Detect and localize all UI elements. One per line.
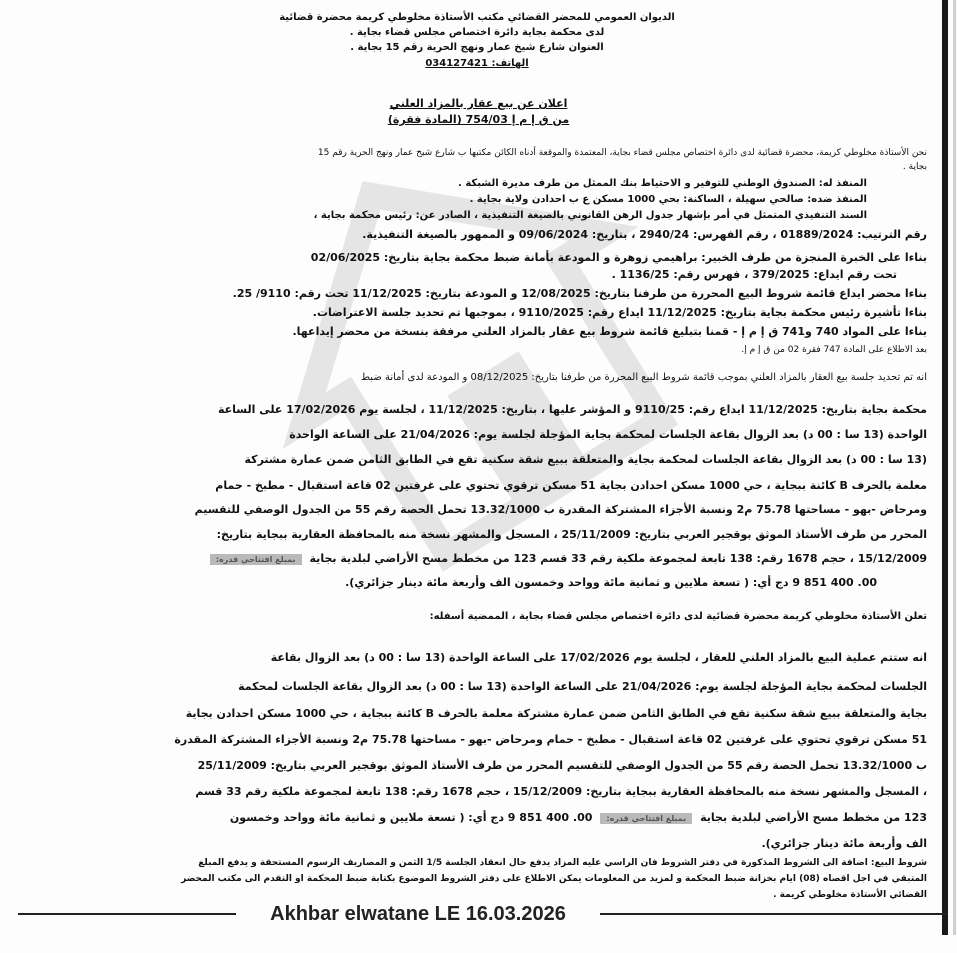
- office-phone: الهاتف: 034127421: [425, 58, 529, 69]
- footer-rule-left: [18, 913, 236, 915]
- body1-line-8-text: 15/12/2009 ، حجم 1678 رقم: 138 تابعة لمجموعة ملكية رقم 33 قسم 123 من مخطط مسح الأراضي لبلدية بجاية: [309, 552, 927, 565]
- conditions-line-3: القضائي الأستاذة مخلوطي كريمة .: [773, 890, 927, 900]
- body1-line-5: معلمة بالحرف B كائنة ببجاية ، حي 1000 مسكن احدادن بجاية 51 مسكن ترقوي تحتوي على غرفتين 02 قاعة استقبال - مطبخ - حمام: [215, 479, 927, 492]
- body2-line-8: الف وأربعة مائة دينار جزائري).: [761, 837, 927, 850]
- consult-line: بعد الاطلاع على المادة 747 فقرة 02 من ق إ م إ.: [741, 345, 927, 355]
- body1-line-8: [206, 552, 927, 566]
- enforcement-title: السند التنفيذي المتمثل في أمر بإشهار جدول الرهن القانوني بالصيغة التنفيذية ، الصادر عن: رئيس محكمة بجاية ،: [313, 210, 867, 221]
- office-court: لدى محكمة بجاية دائرة اختصاص مجلس قضاء بجاية .: [349, 27, 605, 38]
- deposit-number-line: تحت رقم ايداع: 379/2025 ، فهرس رقم: 1136/25 .: [611, 268, 897, 281]
- body1-line-7: المحرر من طرف الأستاذ الموثق بوقجير العربي بتاريخ: 25/11/2009 ، المسجل والمشهر نسخة منه بالمحافظة العقارية ببجاية بتاريخ:: [216, 528, 927, 541]
- intro-line-1: نحن الأستاذة مخلوطي كريمة، محضرة قضائية لدى دائرة اختصاص مجلس قضاء بجاية، المعتمدة والموقعة أدناه الكائن مكتبها ب شارع شيخ عمار ونهج الحرية رقم 15: [317, 148, 927, 158]
- body1-line-4: (13 سا : 00 د) بعد الزوال بقاعة الجلسات لمحكمة بجاية والمتعلقة ببيع شقة سكنية تقع في الطابق الثامن ضمن عمارة مشتركة: [244, 453, 927, 466]
- body2-line-5: ب 13.32/1000 تحمل الحصة رقم 55 من الجدول الوصفي للتقسيم المحرر من طرف الأستاذ الموثق بوقجير العربي بتاريخ: 25/11/2009: [197, 759, 927, 772]
- executor-party: المنفذ له: الصندوق الوطني للتوفير و الاحتياط بنك الممثل من طرف مديرة الشبكة .: [458, 178, 867, 189]
- against-party: المنفذ ضده: صالحي سهيلة ، الساكنة: بحي 1000 مسكن ع ب احدادن ولاية بجاية .: [469, 194, 867, 205]
- body1-line-3: الواحدة (13 سا : 00 د) بعد الزوال بقاعة الجلسات لمحكمة بجاية المؤجلة لجلسة يوم: 21/04/2026 على الساعة الواحدة: [289, 428, 927, 441]
- body2-line-1: انه ستتم عملية البيع بالمزاد العلني للعقار ، لجلسة يوم 17/02/2026 على الساعة الواحدة (13 سا : 00 د) بعد الزوال بقاعة: [270, 651, 927, 664]
- right-border-shadow: [953, 0, 956, 935]
- articles-line: بناءا على المواد 740 و741 ق إ م إ - قمنا بتبليغ قائمة شروط بيع عقار بالمزاد العلني مرفقة بنسخة من محضر إيداعها.: [292, 325, 927, 338]
- body2-line-6: ، المسجل والمشهر نسخة منه بالمحافظة العقارية ببجاية بتاريخ: 15/12/2009 ، حجم 1678 رقم: 138 تابعة لمجموعة ملكية رقم 33 قسم: [195, 785, 927, 798]
- body2-line-7-start: 123 من مخطط مسح الأراضي لبلدية بجاية: [700, 811, 927, 824]
- conditions-line-1: شروط البيع: اضافة الى الشروط المذكورة في دفتر الشروط فان الراسي عليه المزاد يدفع حال انعقاد الجلسة 1/5 الثمن و المصاريف الرسوم المستحقة و يدفع المبلغ: [198, 858, 927, 868]
- body2-line-3: بجاية والمتعلقة ببيع شقة سكنية تقع في الطابق الثامن ضمن عمارة مشتركة معلمة بالحرف B كائنة ببجاية ، حي 1000 مسكن احدادن بجاية: [185, 707, 927, 720]
- body2-line-4: 51 مسكن ترقوي تحتوي على غرفتين 02 قاعة استقبال - مطبخ - حمام ومرحاض -بهو - مساحتها 75.78 م2 ونسبة الأجزاء المشتركة المقدرة: [174, 733, 927, 746]
- approval-line: بناءا تأشيرة رئيس محكمة بجاية بتاريخ: 11/12/2025 ايداع رقم: 9110/2025 ، بموجبها تم تحديد جلسة الاعتراضات.: [312, 306, 927, 319]
- redacted-price-label: بمبلغ افتتاحي قدره:: [210, 554, 302, 565]
- notice-subtitle: من ق إ م إ 754/03 (المادة فقرة): [387, 113, 570, 126]
- newspaper-source: Akhbar elwatane LE 16.03.2026: [238, 901, 598, 927]
- office-name: الديوان العمومي للمحضر القضائي مكتب الأستاذة مخلوطي كريمة محضرة قضائية: [279, 12, 675, 23]
- conditions-line-2: المتبقي في اجل اقصاه (08) ايام بخزانة ضبط المحكمة و لمزيد من المعلومات يمكن الاطلاع على دفتر الشروط الموضوع بكتابة ضبط المحكمة او التقدم الى مكتب المحضر: [181, 874, 927, 884]
- body1-line-2: محكمة بجاية بتاريخ: 11/12/2025 ايداع رقم: 9110/25 و المؤشر عليها ، بتاريخ: 11/12/2025 ، لجلسة يوم 17/02/2026 على الساعة: [217, 403, 927, 416]
- footer-rule-right: [600, 913, 948, 915]
- office-address: العنوان شارع شيخ عمار ونهج الحرية رقم 15 بجاية .: [350, 42, 604, 53]
- expert-line: بناءا على الخبرة المنجزة من طرف الخبير: براهيمي زوهرة و المودعة بأمانة ضبط محكمة بجاية بتاريخ: 02/06/2025: [310, 251, 927, 264]
- body2-line-7-end: 00. 400 851 9 دج أي: ( تسعة ملايين و ثمانية مائة وواحد وخمسون: [229, 811, 593, 824]
- body1-line-9: 00. 400 851 9 دج أي: ( تسعة ملايين و ثمانية مائة وواحد وخمسون الف وأربعة مائة دينار جزائري).: [345, 576, 877, 589]
- notice-title: اعلان عن بيع عقار بالمزاد العلني: [389, 97, 568, 110]
- body1-line-6: ومرحاض -بهو - مساحتها 75.78 م2 ونسبة الأجزاء المشتركة المقدرة ب 13.32/1000 تحمل الحصة رقم 55 من الجدول الوصفي للتقسيم: [194, 503, 927, 516]
- announcement: تعلن الأستاذة مخلوطي كريمة محضرة قضائية لدى دائرة اختصاص مجلس قضاء بجاية ، الممضية أسفله:: [429, 611, 927, 622]
- body2-line-2: الجلسات لمحكمة بجاية المؤجلة لجلسة يوم: 21/04/2026 على الساعة الواحدة (13 سا : 00 د) بعد الزوال بقاعة الجلسات لمحكمة: [238, 680, 927, 693]
- serial-number-line: رقم الترتيب: 01889/2024 ، رقم الفهرس: 2940/24 ، بتاريخ: 09/06/2024 و الممهور بالصيغة التنفيذية.: [362, 228, 927, 241]
- body2-line-7: [230, 811, 927, 825]
- watermark-house-logo: [176, 56, 755, 635]
- intro-line-2: بجاية .: [902, 162, 927, 172]
- minutes-line: بناءا محضر ايداع قائمة شروط البيع المحررة من طرفنا بتاريخ: 12/08/2025 و المودعة بتاريخ: 11/12/2025 تحت رقم: 9110/ 25.: [232, 287, 927, 300]
- body1-line-1: انه تم تحديد جلسة بيع العقار بالمزاد العلني بموجب قائمة شروط البيع المحررة من طرفنا بتاريخ: 08/12/2025 و المودعة لدى أمانة ضبط: [360, 372, 927, 383]
- redacted-price-label-2: بمبلغ افتتاحي قدره:: [600, 813, 692, 824]
- right-border: [942, 0, 948, 935]
